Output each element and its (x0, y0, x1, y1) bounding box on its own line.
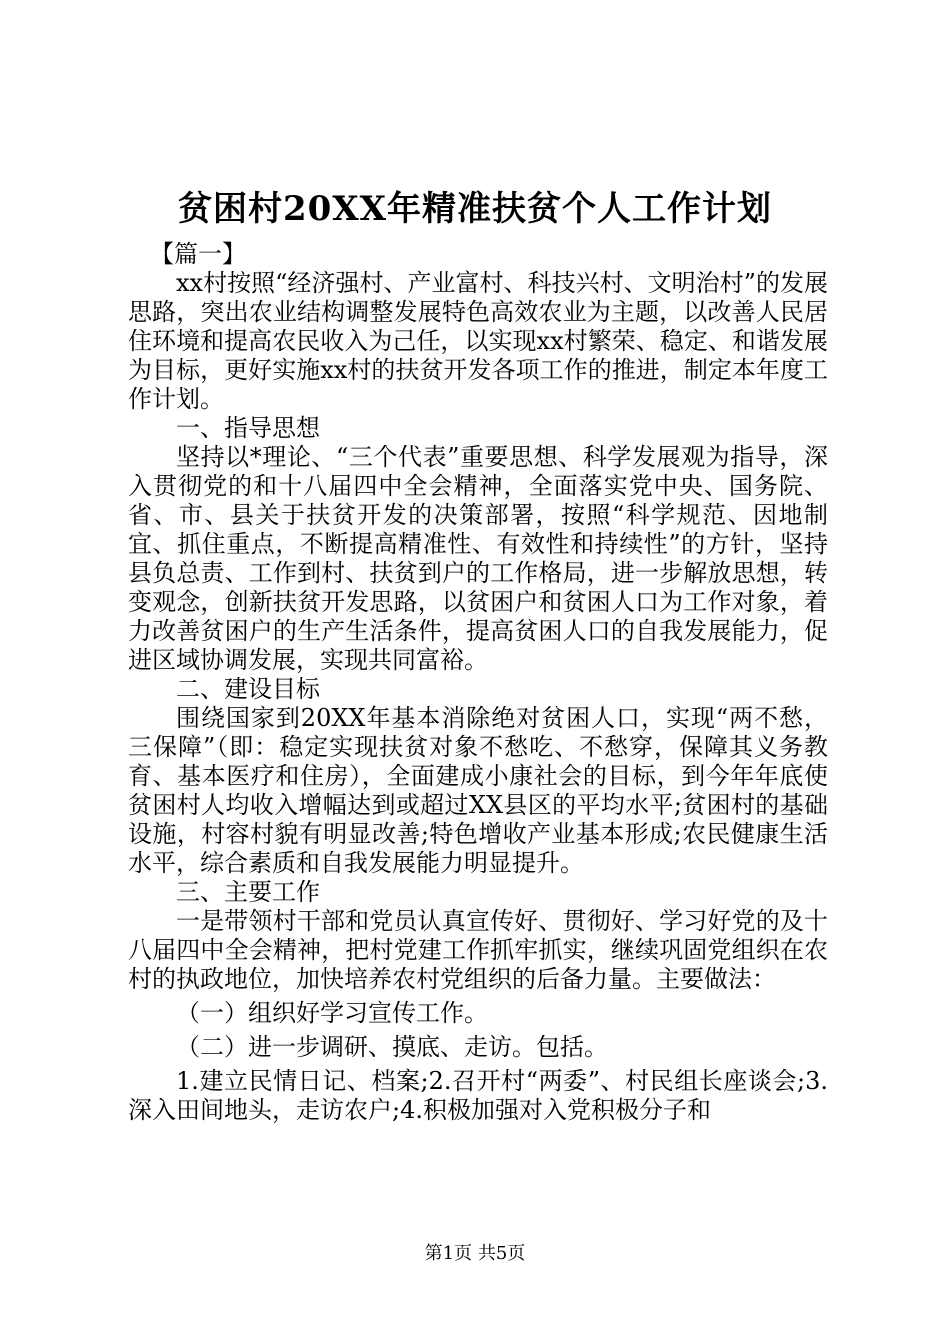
section-body-main-work: 一是带领村干部和党员认真宣传好、贯彻好、学习好党的及十八届四中全会精神，把村党建工作抓牢抓实，继续巩固党组织在农村的执政地位，加快培养农村党组织的后备力量。主要做法： (128, 907, 828, 993)
intro-paragraph: xx村按照“经济强村、产业富村、科技兴村、文明治村”的发展思路，突出农业结构调整发展特色高效农业为主题，以改善人民居住环境和提高农民收入为己任，以实现xx村繁荣、稳定、和谐发展为目标，更好实施xx村的扶贫开发各项工作的推进，制定本年度工作计划。 (128, 269, 828, 413)
section-heading-guiding-thought: 一、指导思想 (176, 414, 320, 442)
document-body (128, 240, 828, 1125)
sub-item-research-visit: （二）进一步调研、摸底、走访。包括。 (176, 1033, 608, 1061)
section-heading-main-work: 三、主要工作 (176, 878, 320, 906)
section-body-guiding-thought: 坚持以*理论、“三个代表”重要思想、科学发展观为指导，深入贯彻党的和十八届四中全会精神，全面落实党中央、国务院、省、市、县关于扶贫开发的决策部署，按照“科学规范、因地制宜、抓住重点，不断提高精准性、有效性和持续性”的方针，坚持县负总责、工作到村、扶贫到户的工作格局，进一步解放思想，转变观念，创新扶贫开发思路，以贫困户和贫困人口为工作对象，着力改善贫困户的生产生活条件，提高贫困人口的自我发展能力，促进区域协调发展，实现共同富裕。 (128, 443, 828, 674)
section-body-construction-goal: 围绕国家到20XX年基本消除绝对贫困人口，实现“两不愁，三保障”（即：稳定实现扶贫对象不愁吃、不愁穿，保障其义务教育、基本医疗和住房），全面建成小康社会的目标，到今年年底使贫困村人均收入增幅达到或超过XX县区的平均水平;贫困村的基础设施，村容村貌有明显改善;特色增收产业基本形成;农民健康生活水平，综合素质和自我发展能力明显提升。 (128, 704, 828, 877)
section-heading-construction-goal: 二、建设目标 (176, 675, 320, 703)
sub-item-study-publicity: （一）组织好学习宣传工作。 (176, 999, 488, 1027)
numbered-list-text: 1.建立民情日记、档案;2.召开村“两委”、村民组长座谈会;3.深入田间地头，走访农户;4.积极加强对入党积极分子和 (128, 1067, 828, 1124)
page-footer: 第1页 共5页 (424, 1243, 526, 1264)
section-label: 【篇一】 (150, 240, 246, 268)
document-title: 贫困村20XX年精准扶贫个人工作计划 (177, 189, 773, 229)
